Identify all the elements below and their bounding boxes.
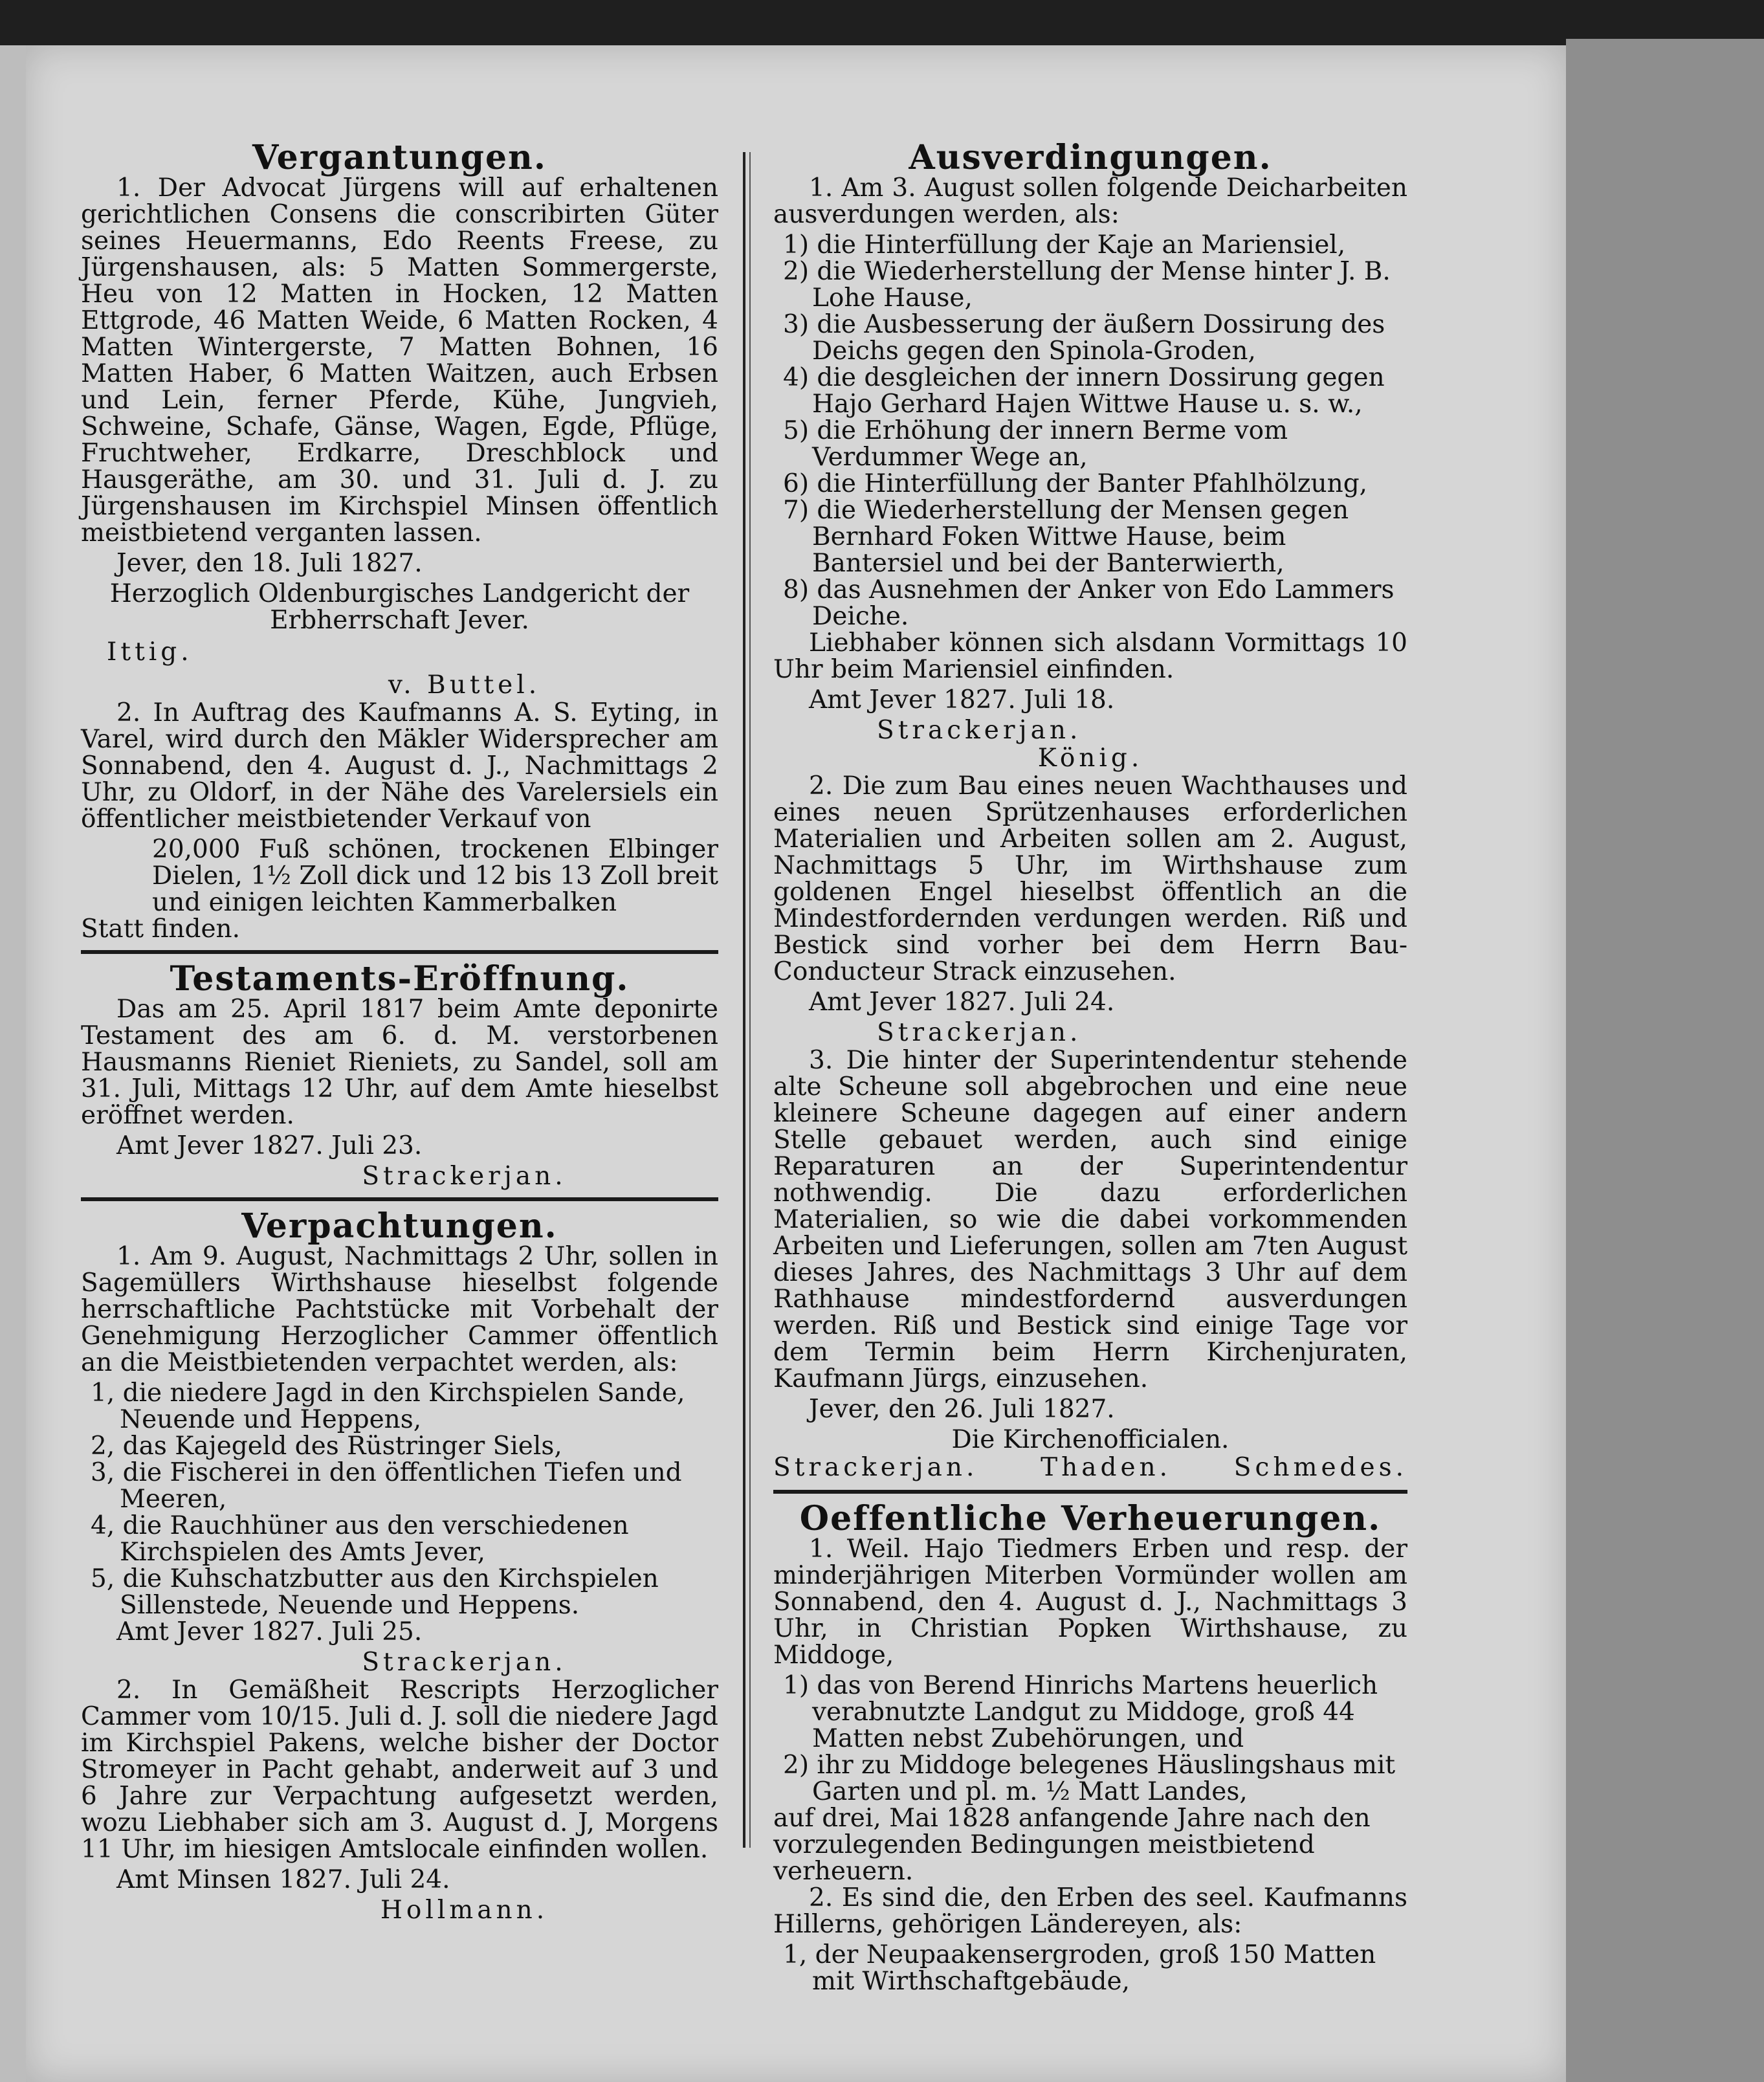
notice-text: auf drei, Mai 1828 anfangende Jahre nach den vorzulegenden Bedingungen meistbietend verheuern. [773, 1804, 1371, 1886]
list-item: 7) die Wiederherstellung der Mensen gegen Bernhard Foken Wittwe Hause, beim Bantersiel und bei der Banterwierth, [783, 496, 1349, 578]
notice-text: 1. Weil. Hajo Tiedmers Erben und resp. der minderjährigen Miterben Vormünder wollen am Sonnabend, den 4. August d. J., Nachmittags 3 Uhr, in Christian Popken Wirthshause, zu Middoge, [773, 1534, 1407, 1670]
signature-strackerjan: Strackerjan. [877, 1018, 1082, 1047]
notice-text: 3. Die hinter der Superintendentur stehende alte Scheune soll abgebrochen und eine neue kleinere Scheune dagegen auf einer andern Stelle gebauet werden, auch sind einige Reparaturen an der Superintendentur nothwendig. Die dazu erforderlichen Materialien, so wie die dabei vorkommenden Arbeiten und Lieferungen, sollen am 7ten August dieses Jahres, des Nachmittags 3 Uhr auf dem Rathhause mindestfordernd ausverdungen werden. Riß und Bestick sind einige Tage vor dem Termin beim Herrn Kirchenjuraten, Kaufmann Jürgs, einzusehen. [773, 1046, 1407, 1393]
notice-text: 2. Es sind die, den Erben des seel. Kaufmanns Hillerns, gehörigen Ländereyen, als: [773, 1883, 1407, 1939]
list-item: 8) das Ausnehmen der Anker von Edo Lammers Deiche. [783, 575, 1395, 631]
section-title-verpachtungen: Verpachtungen. [241, 1206, 558, 1246]
section-title-ausverdingungen: Ausverdingungen. [909, 138, 1272, 177]
section-rule [81, 1197, 718, 1201]
lands-list [773, 1942, 1407, 1995]
list-item: 4) die desgleichen der innern Dossirung gegen Hajo Gerhard Hajen Wittwe Hause u. s. w., [783, 363, 1385, 419]
signatures-row [773, 1453, 1407, 1482]
signature-strackerjan: Strackerjan. [877, 716, 1082, 745]
section-title-verheuerungen: Oeffentliche Verheuerungen. [799, 1499, 1382, 1538]
section-title-testament: Testaments-Eröffnung. [170, 959, 630, 999]
previous-page-edge [0, 45, 26, 2082]
signature-koenig: König. [1037, 744, 1143, 773]
dike-works-list [773, 232, 1407, 630]
signature-ittig: Ittig. [107, 637, 193, 667]
section-title-vergantungen: Vergantungen. [252, 138, 547, 177]
column-divider [743, 152, 745, 1848]
notice-date: Amt Jever 1827. Juli 23. [116, 1131, 423, 1160]
notice-text: 1. Am 3. August sollen folgende Deicharbeiten ausverdungen werden, als: [773, 173, 1407, 229]
notice-text: Liebhaber können sich alsdann Vormittags 10 Uhr beim Mariensiel einfinden. [773, 628, 1407, 684]
list-item: 6) die Hinterfüllung der Banter Pfahlhölzung, [783, 469, 1368, 498]
signature-hollmann: Hollmann. [380, 1896, 549, 1925]
notice-text: Das am 25. April 1817 beim Amte deponirte Testament des am 6. d. M. verstorbenen Hausmanns Rieniet Rieniets, zu Sandel, soll am 31. Juli, Mittags 12 Uhr, auf dem Amte hieselbst eröffnet werden. [81, 995, 718, 1130]
left-column [81, 133, 718, 1925]
list-item: 2) ihr zu Middoge belegenes Häuslingshaus mit Garten und pl. m. ½ Matt Landes, [783, 1751, 1396, 1806]
notice-date: Jever, den 26. Juli 1827. [809, 1395, 1115, 1424]
notice-date: Jever, den 18. Juli 1827. [116, 549, 423, 578]
column-divider-thin [749, 152, 751, 1848]
notice-date: Amt Jever 1827. Juli 18. [809, 685, 1115, 714]
list-item: 5) die Erhöhung der innern Berme vom Verdummer Wege an, [783, 416, 1288, 472]
list-item: 1, die niedere Jagd in den Kirchspielen Sande, Neuende und Heppens, [91, 1379, 685, 1434]
book-binding [1566, 39, 1764, 2082]
notice-text: 2. Die zum Bau eines neuen Wachthauses und eines neuen Sprützenhauses erforderlichen Materialien und Arbeiten sollen am 2. August, Nachmittags 5 Uhr, im Wirthshause zum goldenen Engel hieselbst öffentlich an die Mindestfordernden verdungen werden. Riß und Bestick sind vorher bei dem Herrn Bau-Conducteur Strack einzusehen. [773, 771, 1407, 986]
list-item: 1, der Neupaakensergroden, groß 150 Matten mit Wirthschaftgebäude, [783, 1940, 1376, 1996]
notice-text-end: Statt finden. [81, 914, 241, 944]
notice-date: Amt Jever 1827. Juli 25. [116, 1617, 423, 1646]
court-name: Herzoglich Oldenburgisches Landgericht der Erbherrschaft Jever. [109, 579, 690, 635]
list-item: 2) die Wiederherstellung der Mense hinter J. B. Lohe Hause, [783, 257, 1391, 313]
signature-strackerjan: Strackerjan. [773, 1453, 978, 1482]
list-item: 4, die Rauchhüner aus den verschiedenen Kirchspielen des Amts Jever, [91, 1511, 629, 1567]
church-officials: Die Kirchenofficialen. [951, 1425, 1229, 1454]
notice-text: 2. In Gemäßheit Rescripts Herzoglicher Cammer vom 10/15. Juli d. J. soll die niedere Jagd im Kirchspiel Pakens, welche bisher der Doctor Stromeyer in Pacht gehabt, anderweit auf 3 und 6 Jahre zur Verpachtung aufgesetzt werden, wozu Liebhaber sich am 3. August d. J, Morgens 11 Uhr, im hiesigen Amtslocale einfinden wollen. [81, 1676, 718, 1864]
notice-goods: 20,000 Fuß schönen, trockenen Elbinger Dielen, 1½ Zoll dick und 12 bis 13 Zoll breit und einigen leichten Kammerbalken [152, 835, 718, 917]
notice-text: 1. Der Advocat Jürgens will auf erhaltenen gerichtlichen Consens die conscribirten Güter seines Heuermanns, Edo Reents Freese, zu Jürgenshausen, als: 5 Matten Sommergerste, Heu von 12 Matten in Hocken, 12 Matten Ettgrode, 46 Matten Weide, 6 Matten Rocken, 4 Matten Wintergerste, 7 Matten Bohnen, 16 Matten Haber, 6 Matten Waitzen, auch Erbsen und Lein, ferner Pferde, Kühe, Jungvieh, Schweine, Schafe, Gänse, Wagen, Egde, Pflüge, Fruchtweher, Erdkarre, Dreschblock und Hausgeräthe, am 30. und 31. Juli d. J. zu Jürgenshausen im Kirchspiel Minsen öffentlich meistbietend verganten lassen. [81, 173, 718, 548]
section-rule [81, 950, 718, 954]
notice-text: 2. In Auftrag des Kaufmanns A. S. Eyting, in Varel, wird durch den Mäkler Widersprecher am Sonnabend, den 4. August d. J., Nachmittags 2 Uhr, zu Oldorf, in der Nähe des Varelersiels ein öffentlicher meistbietender Verkauf von [81, 698, 718, 834]
list-item: 1) die Hinterfüllung der Kaje an Mariensiel, [783, 230, 1346, 260]
list-item: 1) das von Berend Hinrichs Martens heuerlich verabnutzte Landgut zu Middoge, groß 44 Matten nebst Zubehörungen, und [783, 1671, 1378, 1753]
signature-buttel: v. Buttel. [388, 670, 541, 700]
notice-date: Amt Jever 1827. Juli 24. [809, 988, 1115, 1017]
notice-date: Amt Minsen 1827. Juli 24. [116, 1865, 450, 1894]
signature-schmedes: Schmedes. [1233, 1453, 1407, 1482]
signature-strackerjan: Strackerjan. [362, 1648, 567, 1677]
right-column [773, 133, 1407, 1995]
list-item: 2, das Kajegeld des Rüstringer Siels, [91, 1432, 562, 1461]
list-item: 3, die Fischerei in den öffentlichen Tiefen und Meeren, [91, 1458, 682, 1514]
section-rule [773, 1490, 1407, 1494]
list-item: 5, die Kuhschatzbutter aus den Kirchspielen Sillenstede, Neuende und Heppens. [91, 1564, 659, 1620]
signature-strackerjan: Strackerjan. [362, 1162, 567, 1191]
rental-list [773, 1672, 1407, 1805]
list-item: 3) die Ausbesserung der äußern Dossirung des Deichs gegen den Spinola-Groden, [783, 310, 1385, 366]
notice-text: 1. Am 9. August, Nachmittags 2 Uhr, sollen in Sagemüllers Wirthshause hieselbst folgende herrschaftliche Pachtstücke mit Vorbehalt der Genehmigung Herzoglicher Cammer öffentlich an die Meistbietenden verpachtet werden, als: [81, 1242, 718, 1377]
signature-thaden: Thaden. [1041, 1453, 1172, 1482]
lease-list [81, 1380, 718, 1619]
